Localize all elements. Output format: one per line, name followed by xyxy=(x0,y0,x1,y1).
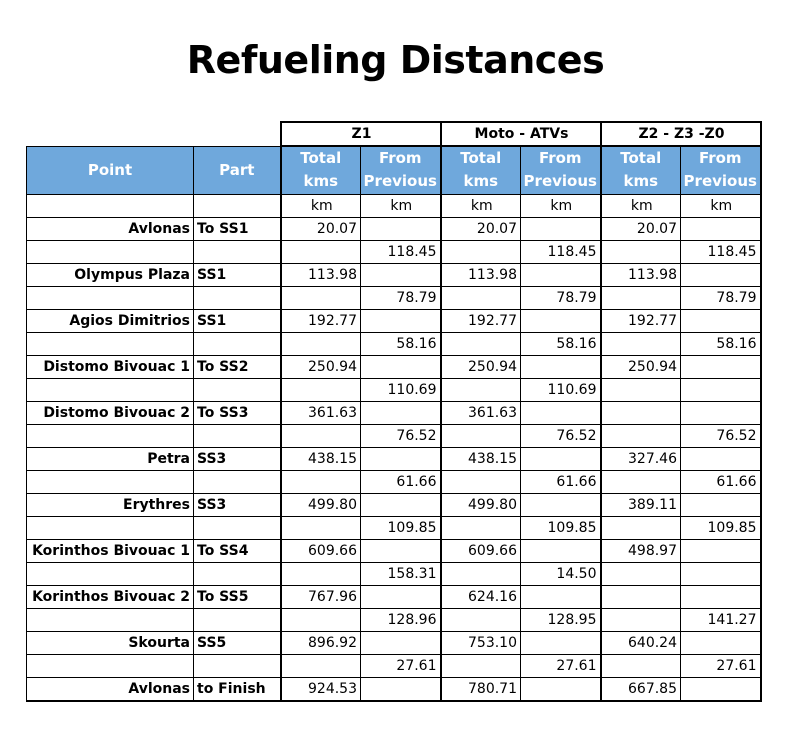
table-row xyxy=(27,401,761,424)
cell-z1-total xyxy=(281,286,361,309)
cell-z1-total xyxy=(281,470,361,493)
cell-point: Agios Dimitrios xyxy=(27,309,194,332)
cell-point: Petra xyxy=(27,447,194,470)
table-row xyxy=(27,608,761,631)
cell-z1-prev: 61.66 xyxy=(361,470,441,493)
cell-point xyxy=(27,470,194,493)
cell-z2-prev: 109.85 xyxy=(681,516,761,539)
cell-z1-total: 438.15 xyxy=(281,447,361,470)
cell-moto-prev xyxy=(521,355,601,378)
cell-point: Distomo Bivouac 1 xyxy=(27,355,194,378)
cell-z2-prev: 58.16 xyxy=(681,332,761,355)
cell-z2-prev xyxy=(681,631,761,654)
cell-point xyxy=(27,562,194,585)
cell-moto-total xyxy=(441,516,521,539)
table-row xyxy=(27,447,761,470)
cell-moto-total: 624.16 xyxy=(441,585,521,608)
unit-label: km xyxy=(441,194,521,217)
cell-z2-prev: 78.79 xyxy=(681,286,761,309)
cell-moto-prev xyxy=(521,677,601,701)
cell-z1-prev xyxy=(361,493,441,516)
cell-z2-prev: 27.61 xyxy=(681,654,761,677)
cell-z1-prev: 78.79 xyxy=(361,286,441,309)
cell-part: To SS1 xyxy=(194,217,281,240)
cell-z1-prev: 109.85 xyxy=(361,516,441,539)
cell-part xyxy=(194,378,281,401)
header-z2-total: Total kms xyxy=(601,146,681,194)
table-row xyxy=(27,332,761,355)
cell-moto-total: 609.66 xyxy=(441,539,521,562)
table-row xyxy=(27,654,761,677)
cell-z2-prev xyxy=(681,539,761,562)
cell-point: Korinthos Bivouac 1 xyxy=(27,539,194,562)
header-z2-from: From Previous xyxy=(681,146,761,194)
cell-moto-prev xyxy=(521,493,601,516)
cell-z2-prev: 76.52 xyxy=(681,424,761,447)
cell-z2-total: 20.07 xyxy=(601,217,681,240)
cell-moto-prev xyxy=(521,401,601,424)
unit-label: km xyxy=(281,194,361,217)
cell-z2-total xyxy=(601,585,681,608)
cell-z1-prev xyxy=(361,263,441,286)
cell-z1-prev xyxy=(361,447,441,470)
cell-moto-prev xyxy=(521,263,601,286)
header-point: Point xyxy=(27,146,194,194)
table-row xyxy=(27,585,761,608)
cell-z1-prev: 76.52 xyxy=(361,424,441,447)
cell-z2-prev xyxy=(681,401,761,424)
group-moto-atvs: Moto - ATVs xyxy=(441,122,601,146)
cell-moto-prev: 109.85 xyxy=(521,516,601,539)
cell-z2-total: 667.85 xyxy=(601,677,681,701)
cell-part: SS1 xyxy=(194,309,281,332)
cell-z1-total: 192.77 xyxy=(281,309,361,332)
cell-moto-prev xyxy=(521,447,601,470)
cell-z2-total xyxy=(601,332,681,355)
cell-z2-total: 389.11 xyxy=(601,493,681,516)
cell-z2-total xyxy=(601,424,681,447)
cell-z1-total: 20.07 xyxy=(281,217,361,240)
cell-moto-prev: 27.61 xyxy=(521,654,601,677)
cell-z2-total xyxy=(601,378,681,401)
cell-z1-prev xyxy=(361,677,441,701)
cell-z2-total xyxy=(601,562,681,585)
cell-moto-prev xyxy=(521,217,601,240)
table-row xyxy=(27,631,761,654)
header-z1-total: Total kms xyxy=(281,146,361,194)
cell-z2-prev: 61.66 xyxy=(681,470,761,493)
cell-moto-total xyxy=(441,654,521,677)
cell-z2-prev: 141.27 xyxy=(681,608,761,631)
group-z2-z3-z0: Z2 - Z3 -Z0 xyxy=(601,122,761,146)
cell-moto-prev xyxy=(521,539,601,562)
cell-z1-total: 113.98 xyxy=(281,263,361,286)
cell-z2-total: 640.24 xyxy=(601,631,681,654)
cell-part xyxy=(194,654,281,677)
cell-point: Skourta xyxy=(27,631,194,654)
cell-z2-prev xyxy=(681,378,761,401)
cell-moto-prev: 14.50 xyxy=(521,562,601,585)
table-row xyxy=(27,677,761,701)
cell-point xyxy=(27,424,194,447)
cell-z1-total xyxy=(281,240,361,263)
cell-z2-prev xyxy=(681,447,761,470)
cell-moto-total xyxy=(441,608,521,631)
cell-z2-total: 250.94 xyxy=(601,355,681,378)
cell-point: Korinthos Bivouac 2 xyxy=(27,585,194,608)
table-row xyxy=(27,470,761,493)
cell-z1-total xyxy=(281,562,361,585)
cell-z2-total xyxy=(601,240,681,263)
cell-z1-prev: 27.61 xyxy=(361,654,441,677)
table-row xyxy=(27,378,761,401)
cell-z2-prev xyxy=(681,263,761,286)
cell-part: To SS5 xyxy=(194,585,281,608)
cell-moto-total: 192.77 xyxy=(441,309,521,332)
table-row xyxy=(27,516,761,539)
cell-moto-total: 250.94 xyxy=(441,355,521,378)
cell-z2-total xyxy=(601,286,681,309)
cell-z2-total xyxy=(601,470,681,493)
cell-z1-prev: 110.69 xyxy=(361,378,441,401)
cell-point xyxy=(27,378,194,401)
cell-z1-total xyxy=(281,378,361,401)
cell-moto-total: 499.80 xyxy=(441,493,521,516)
cell-moto-total: 113.98 xyxy=(441,263,521,286)
table-row xyxy=(27,217,761,240)
table-row xyxy=(27,562,761,585)
cell-z2-total: 192.77 xyxy=(601,309,681,332)
cell-z1-total: 361.63 xyxy=(281,401,361,424)
cell-z2-prev xyxy=(681,562,761,585)
cell-z2-prev: 118.45 xyxy=(681,240,761,263)
unit-label: km xyxy=(361,194,441,217)
cell-moto-prev: 118.45 xyxy=(521,240,601,263)
table-row xyxy=(27,355,761,378)
cell-z2-total xyxy=(601,654,681,677)
cell-point xyxy=(27,608,194,631)
cell-z2-prev xyxy=(681,493,761,516)
cell-moto-prev: 61.66 xyxy=(521,470,601,493)
cell-moto-total: 780.71 xyxy=(441,677,521,701)
cell-point: Avlonas xyxy=(27,217,194,240)
cell-moto-total xyxy=(441,378,521,401)
cell-point: Erythres xyxy=(27,493,194,516)
table-row xyxy=(27,286,761,309)
cell-z1-total xyxy=(281,608,361,631)
table-row xyxy=(27,240,761,263)
header-moto-total: Total kms xyxy=(441,146,521,194)
cell-z1-prev: 158.31 xyxy=(361,562,441,585)
cell-moto-total: 361.63 xyxy=(441,401,521,424)
header-part: Part xyxy=(194,146,281,194)
cell-z2-prev xyxy=(681,585,761,608)
cell-z2-total xyxy=(601,401,681,424)
cell-part: SS1 xyxy=(194,263,281,286)
cell-point: Distomo Bivouac 2 xyxy=(27,401,194,424)
cell-z1-prev: 118.45 xyxy=(361,240,441,263)
cell-part: To SS4 xyxy=(194,539,281,562)
cell-moto-prev xyxy=(521,309,601,332)
cell-z1-prev xyxy=(361,585,441,608)
unit-label: km xyxy=(681,194,761,217)
cell-z1-total xyxy=(281,516,361,539)
cell-z1-prev: 128.96 xyxy=(361,608,441,631)
cell-moto-prev: 128.95 xyxy=(521,608,601,631)
group-z1: Z1 xyxy=(281,122,441,146)
cell-part xyxy=(194,470,281,493)
column-header-row xyxy=(27,146,761,194)
cell-z1-prev xyxy=(361,539,441,562)
cell-part: SS3 xyxy=(194,493,281,516)
cell-moto-total: 438.15 xyxy=(441,447,521,470)
cell-moto-prev xyxy=(521,631,601,654)
cell-z1-total: 924.53 xyxy=(281,677,361,701)
cell-moto-total xyxy=(441,562,521,585)
cell-point: Avlonas xyxy=(27,677,194,701)
page-title: Refueling Distances xyxy=(186,38,605,82)
cell-moto-prev: 110.69 xyxy=(521,378,601,401)
unit-label: km xyxy=(601,194,681,217)
cell-moto-prev: 76.52 xyxy=(521,424,601,447)
cell-z1-total xyxy=(281,424,361,447)
cell-z1-total: 609.66 xyxy=(281,539,361,562)
cell-point xyxy=(27,516,194,539)
cell-z1-prev: 58.16 xyxy=(361,332,441,355)
cell-part xyxy=(194,332,281,355)
cell-z1-prev xyxy=(361,355,441,378)
cell-z1-prev xyxy=(361,631,441,654)
unit-row xyxy=(27,194,761,217)
table-row xyxy=(27,493,761,516)
cell-part xyxy=(194,240,281,263)
header-z1-from: From Previous xyxy=(361,146,441,194)
cell-point xyxy=(27,654,194,677)
cell-moto-prev: 58.16 xyxy=(521,332,601,355)
cell-moto-prev: 78.79 xyxy=(521,286,601,309)
cell-z2-total xyxy=(601,516,681,539)
refueling-table xyxy=(26,121,762,702)
cell-z1-total: 896.92 xyxy=(281,631,361,654)
cell-part xyxy=(194,424,281,447)
cell-z2-total xyxy=(601,608,681,631)
cell-z1-prev xyxy=(361,401,441,424)
cell-part xyxy=(194,608,281,631)
table-row xyxy=(27,263,761,286)
cell-moto-total xyxy=(441,424,521,447)
cell-part: SS3 xyxy=(194,447,281,470)
cell-z2-prev xyxy=(681,309,761,332)
cell-moto-prev xyxy=(521,585,601,608)
cell-part: To SS3 xyxy=(194,401,281,424)
cell-z1-prev xyxy=(361,309,441,332)
cell-part: To SS2 xyxy=(194,355,281,378)
cell-point xyxy=(27,240,194,263)
group-header-row xyxy=(27,122,761,146)
unit-label: km xyxy=(521,194,601,217)
cell-part xyxy=(194,562,281,585)
cell-part: to Finish xyxy=(194,677,281,701)
cell-z1-prev xyxy=(361,217,441,240)
cell-part xyxy=(194,516,281,539)
cell-z1-total: 250.94 xyxy=(281,355,361,378)
cell-moto-total xyxy=(441,470,521,493)
cell-moto-total: 753.10 xyxy=(441,631,521,654)
cell-z1-total: 499.80 xyxy=(281,493,361,516)
cell-z2-prev xyxy=(681,355,761,378)
cell-moto-total xyxy=(441,240,521,263)
header-moto-from: From Previous xyxy=(521,146,601,194)
cell-point xyxy=(27,332,194,355)
cell-z2-prev xyxy=(681,217,761,240)
cell-z1-total xyxy=(281,654,361,677)
cell-moto-total xyxy=(441,332,521,355)
cell-part: SS5 xyxy=(194,631,281,654)
cell-point xyxy=(27,286,194,309)
cell-moto-total: 20.07 xyxy=(441,217,521,240)
table-row xyxy=(27,424,761,447)
cell-z2-total: 498.97 xyxy=(601,539,681,562)
cell-z2-total: 327.46 xyxy=(601,447,681,470)
cell-z1-total: 767.96 xyxy=(281,585,361,608)
cell-z2-total: 113.98 xyxy=(601,263,681,286)
table-row xyxy=(27,309,761,332)
cell-point: Olympus Plaza xyxy=(27,263,194,286)
cell-part xyxy=(194,286,281,309)
cell-moto-total xyxy=(441,286,521,309)
cell-z2-prev xyxy=(681,677,761,701)
table-row xyxy=(27,539,761,562)
cell-z1-total xyxy=(281,332,361,355)
